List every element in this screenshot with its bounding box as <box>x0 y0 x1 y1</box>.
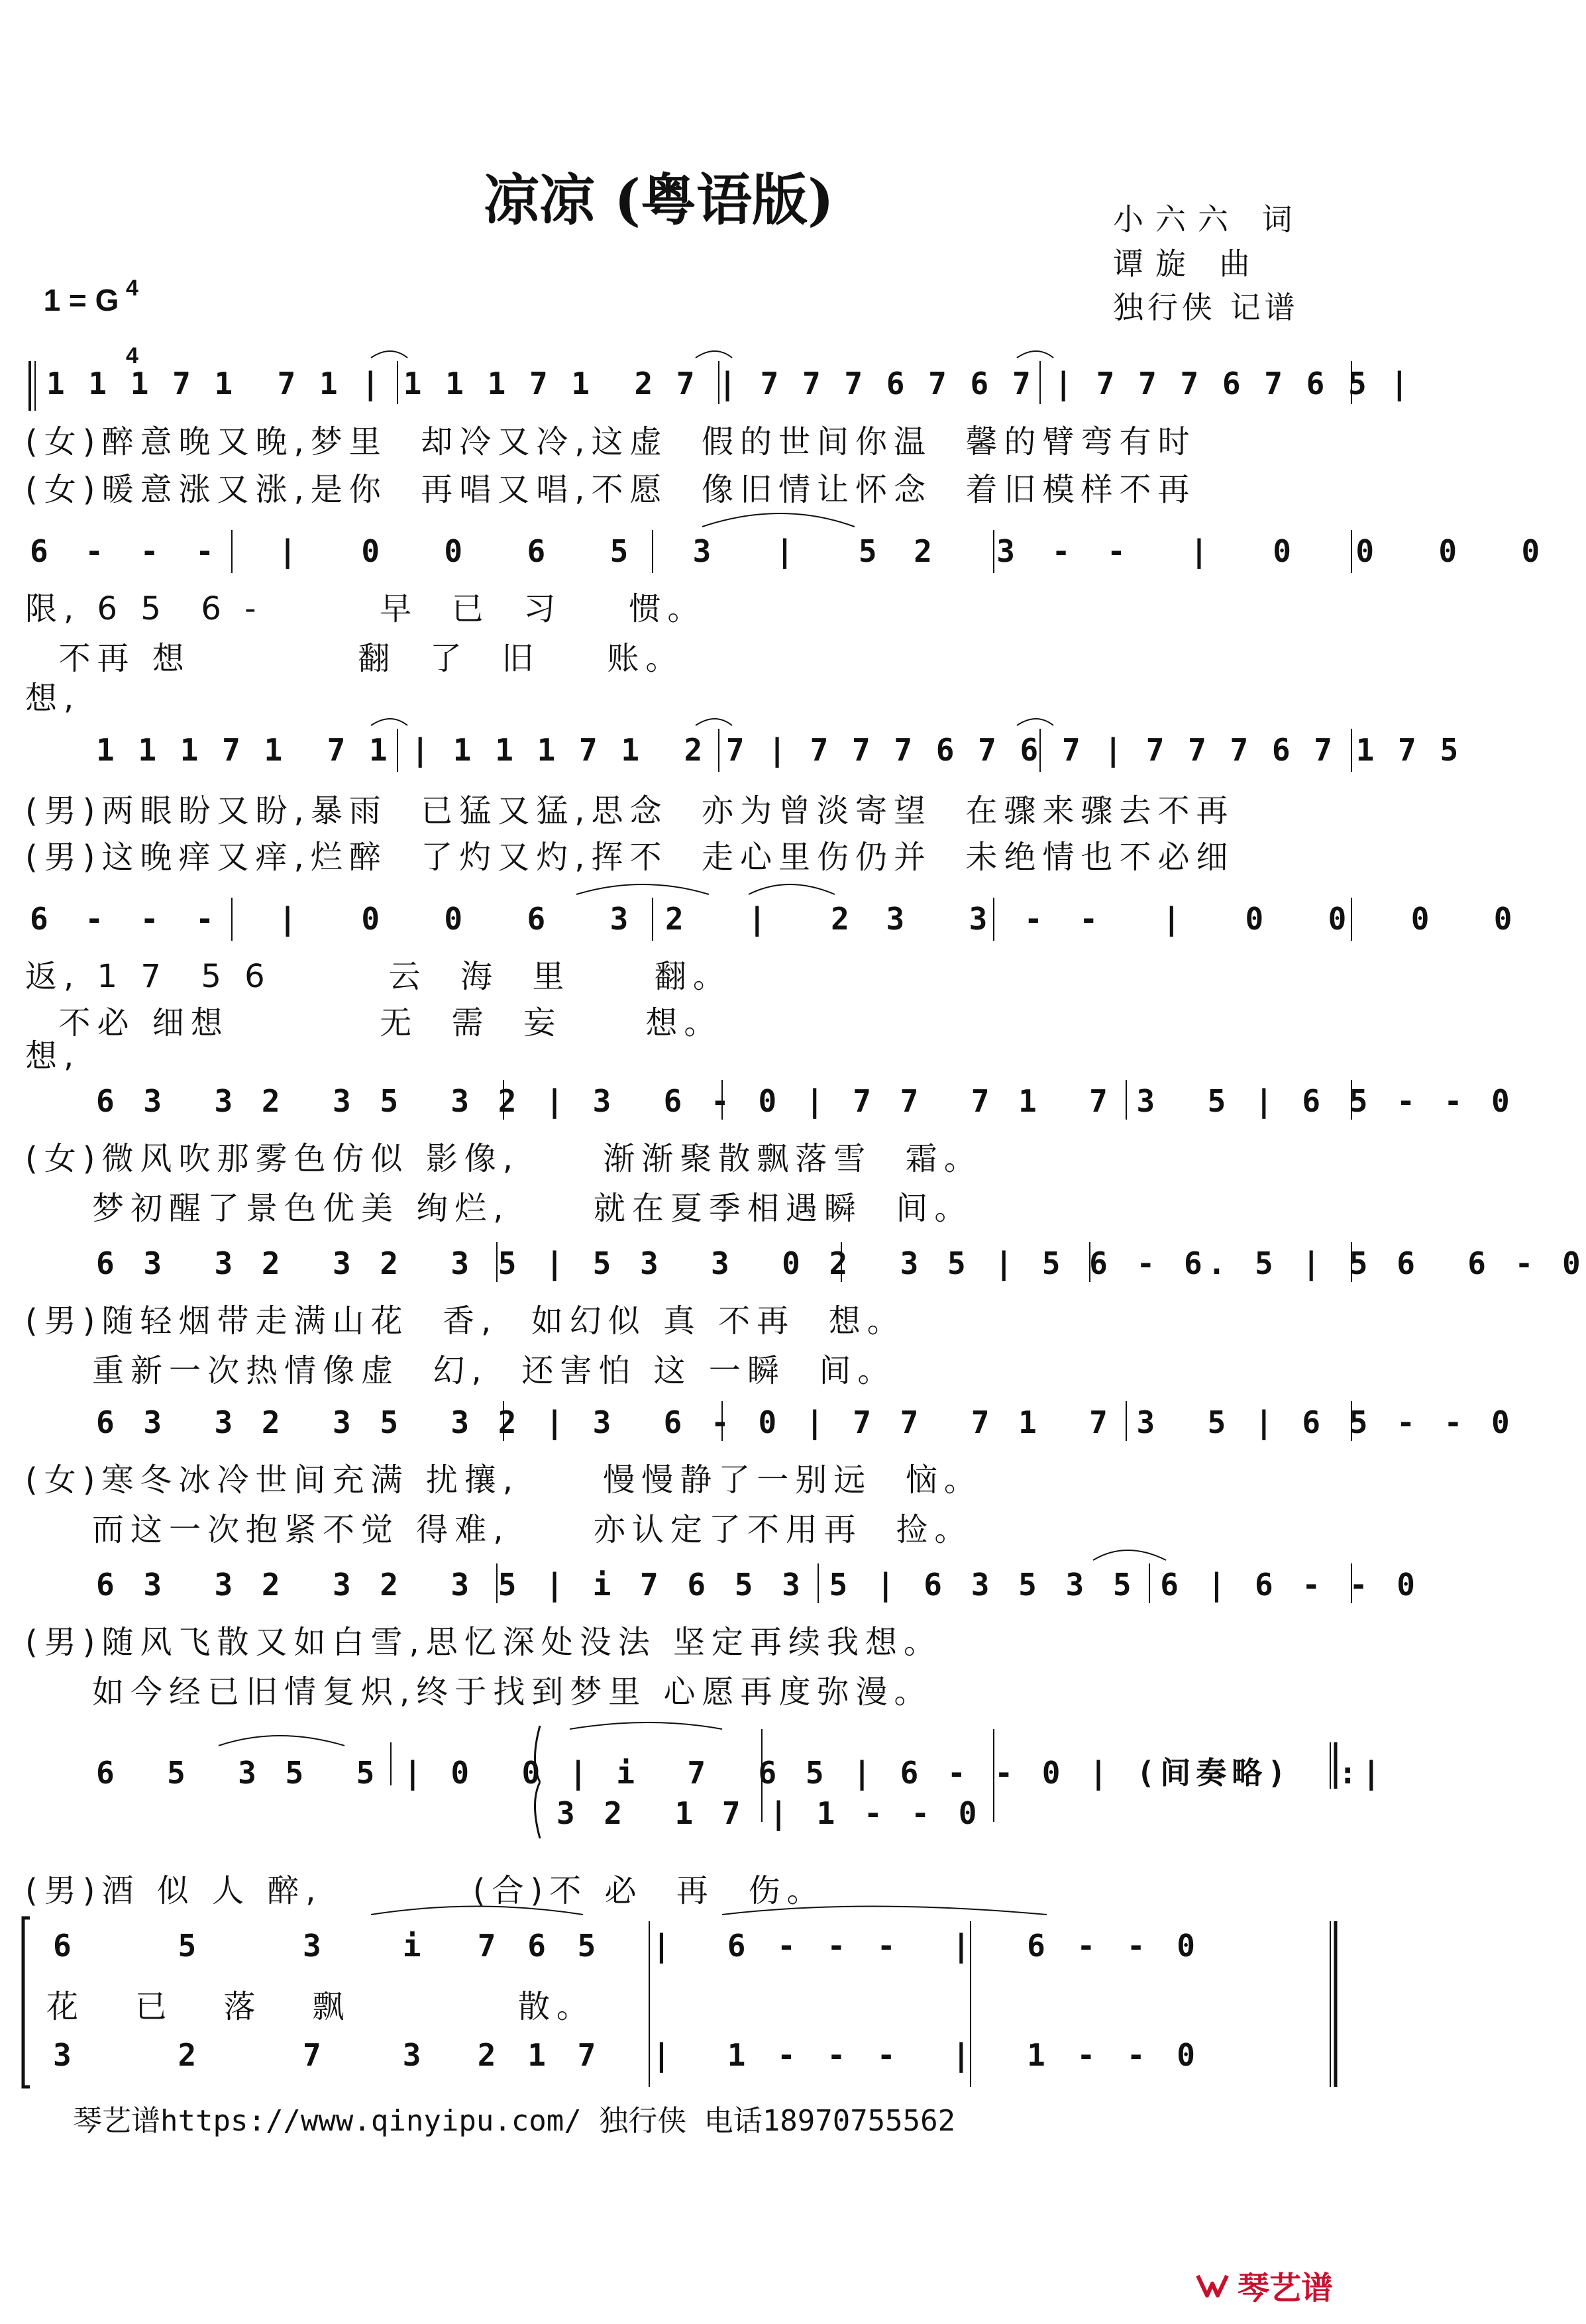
lyrics-row-9-line-1: (男)酒 似 人 醉, (合)不 必 再 伤。 <box>25 1872 825 1909</box>
logo-text: 琴艺谱 <box>1238 2270 1334 2307</box>
notes-row-4: 6 - - - | 0 0 6 3 2 | 2 3 3 - - | 0 0 0 0 <box>30 901 1522 937</box>
time-signature: 4 4 <box>126 276 138 368</box>
lyrics-row-1-line-2: (女)暖意涨又涨,是你 再唱又唱,不愿 像旧情让怀念 着旧模样不再 <box>25 471 1196 508</box>
lyrics-row-3-line-1: (男)两眼盼又盼,暴雨 已猛又猛,思念 亦为曾淡寄望 在骤来骤去不再 <box>25 792 1235 829</box>
credit-lyricist: 小六六 词 <box>1113 201 1304 237</box>
lyrics-final: 花 已 落 飘 散。 <box>46 1988 595 2025</box>
notes-final-lower: 3 2 7 3 2 1 7 | 1 - - - | 1 - - 0 <box>53 2037 1202 2073</box>
logo-icon <box>1192 2269 1232 2302</box>
lyrics-row-2-line-2: 不再 想 翻 了 旧 账。 <box>25 640 684 677</box>
lyrics-row-6-line-1: (男)随轻烟带走满山花 香, 如幻似 真 不再 想。 <box>25 1302 906 1340</box>
notes-row-3: 1 1 1 7 1 7 1 | 1 1 1 7 1 2 7 | 7 7 7 6 7 6 7 | 7 7 7 6 7 1 7 5 <box>96 732 1461 768</box>
lyrics-row-7-line-1: (女)寒冬冰冷世间充满 扰攘, 慢慢静了一别远 恼。 <box>25 1461 982 1499</box>
notes-row-9-lower: 3 2 1 7 | 1 - - 0 <box>556 1795 982 1831</box>
lyrics-row-7-line-2: 而这一次抱紧不觉 得难, 亦认定了不用再 捡。 <box>25 1511 973 1548</box>
lyrics-row-4-line-1: 返, 1 7 5 6 云 海 里 翻。 <box>25 958 731 995</box>
notes-row-7: 6 3 3 2 3 5 3 2 | 3 6 - 0 | 7 7 7 1 7 3 5 | 6 5 - - 0 <box>96 1404 1515 1440</box>
lyrics-row-4-line-3: 想, <box>25 1037 81 1075</box>
lyrics-row-1-line-1: (女)醉意晚又晚,梦里 却冷又冷,这虚 假的世间你温 馨的臂弯有时 <box>25 423 1196 460</box>
lyrics-row-5-line-1: (女)微风吹那雾色仿似 影像, 渐渐聚散飘落雪 霜。 <box>25 1140 982 1177</box>
lyrics-row-2-line-3: 想, <box>25 680 81 717</box>
credit-transcriber: 独行侠 记谱 <box>1113 290 1299 325</box>
lyrics-row-8-line-1: (男)随风飞散又如白雪,思忆深处没法 坚定再续我想。 <box>25 1624 942 1661</box>
credit-composer: 谭旋 曲 <box>1113 246 1262 282</box>
footer-source: 琴艺谱https://www.qinyipu.com/ 独行侠 电话18970755562 <box>73 2104 956 2138</box>
lyrics-row-2-line-1: 限, 6 5 6 - 早 已 习 惯。 <box>25 590 706 627</box>
notes-row-9: 6 5 3 5 5 | 0 0 | i 7 6 5 | 6 - - 0 | (间奏略) :| <box>96 1755 1386 1791</box>
lyrics-row-4-line-2: 不必 细想 无 需 妄 想。 <box>25 1004 723 1041</box>
lyrics-row-5-line-2: 梦初醒了景色优美 绚烂, 就在夏季相遇瞬 间。 <box>25 1190 973 1227</box>
notes-row-5: 6 3 3 2 3 5 3 2 | 3 6 - 0 | 7 7 7 1 7 3 5 | 6 5 - - 0 <box>96 1083 1515 1119</box>
lyrics-row-6-line-2: 重新一次热情像虚 幻, 还害怕 这 一瞬 间。 <box>25 1352 896 1389</box>
notes-final-upper: 6 5 3 i 7 6 5 | 6 - - - | 6 - - 0 <box>53 1928 1202 1964</box>
notes-row-6: 6 3 3 2 3 2 3 5 | 5 3 3 0 2 3 5 | 5 6 - 6. 5 | 5 6 6 - 0 <box>96 1245 1586 1281</box>
lyrics-row-3-line-2: (男)这晚痒又痒,烂醉 了灼又灼,挥不 走心里伤仍并 未绝情也不必细 <box>25 839 1235 876</box>
notes-row-1: 1 1 1 7 1 7 1 | 1 1 1 7 1 2 7 | 7 7 7 6 7 6 7 | 7 7 7 6 7 6 5 | <box>46 366 1412 401</box>
notes-row-8: 6 3 3 2 3 2 3 5 | i 7 6 5 3 5 | 6 3 5 3 5 6 | 6 - - 0 <box>96 1567 1420 1603</box>
key-signature: 1 = G <box>43 283 119 317</box>
page-title: 凉凉 (粤语版) <box>484 167 834 233</box>
qinyipu-logo <box>1192 2262 1333 2308</box>
lyrics-row-8-line-2: 如今经已旧情复炽,终于找到梦里 心愿再度弥漫。 <box>25 1673 933 1711</box>
notes-row-2: 6 - - - | 0 0 6 5 3 | 5 2 3 - - | 0 0 0 0 <box>30 533 1550 569</box>
